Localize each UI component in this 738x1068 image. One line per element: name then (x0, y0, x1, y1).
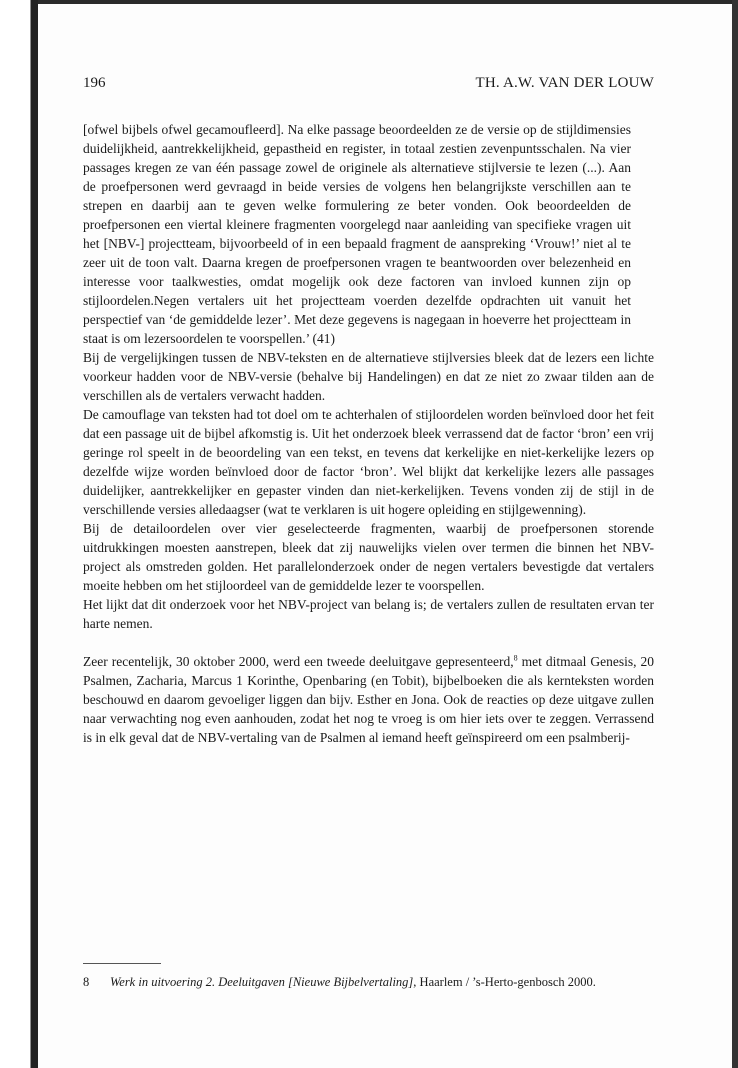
second-edition-text-end: met ditmaal Genesis, 20 Psalmen, Zacharia, Marcus 1 Korinthe, Openbaring (en Tobit), bijbelboeken die als kernteksten worden beschouwd en daarom gevoeliger liggen dan bijv. Esther en Jona. Ook de reacties op deze uitgave zullen naar verwachting nog even aanhouden, zodat het nog te vroeg is om hier iets over te zeggen. Verrassend is in elk geval dat de NBV-vertaling van de Psalmen al iemand heeft geïnspireerd om een psalmberij- (83, 654, 654, 745)
footnote-reference[interactable]: 8 (513, 653, 518, 663)
paragraph-second-edition (83, 652, 654, 747)
block-quote: [ofwel bijbels ofwel gecamoufleerd]. Na elke passage beoordeelden ze de versie op de stijldimensies duidelijkheid, aantrekkelijkheid, gepastheid en register, in totaal zestien zevenpuntsschalen. Na vier passages kregen ze van één passage zowel de originele als alternatieve stijlversie te lezen (...). Aan de proefpersonen werd gevraagd in beide versies de volgens hen belangrijkste verschillen aan te strepen en daarbij aan te geven welke formulering ze beter vonden. Ook beoordeelden de proefpersonen een viertal kleinere fragmenten voorgelegd naar aanleiding van specifieke vragen uit het [NBV-] projectteam, bijvoorbeeld of in een bepaald fragment de aanspreking ‘Vrouw!’ niet al te zeer uit de toon valt. Daarna kregen de proefpersonen vragen te beantwoorden over belezenheid en interesse voor taalkwesties, omdat mogelijk ook deze factoren van invloed kunnen zijn op stijloordelen.Negen vertalers uit het projectteam voerden dezelfde opdrachten uit vanuit het perspectief van ‘de gemiddelde lezer’. Met deze gegevens is nagegaan in hoeverre het projectteam in staat is om lezersoordelen te voorspellen.’ (41) (83, 122, 631, 346)
running-author: TH. A.W. VAN DER LOUW (475, 75, 654, 91)
scan-border-left (0, 0, 38, 1068)
running-head (83, 75, 654, 97)
page-number: 196 (83, 75, 106, 91)
second-edition-text-start: Zeer recentelijk, 30 oktober 2000, werd een tweede deeluitgave gepresenteerd, (83, 654, 514, 669)
footnote (83, 973, 654, 991)
body-text (83, 120, 654, 747)
paragraph-camouflage: De camouflage van teksten had tot doel om te achterhalen of stijloordelen worden beïnvloed door het feit dat een passage uit de bijbel afkomstig is. Uit het onderzoek bleek verrassend dat de factor ‘bron’ een vrij geringe rol speelt in de beoordeling van een tekst, en tevens dat kerkelijke en niet-kerkelijke lezers op dezelfde wijze worden beïnvloed door de factor ‘bron’. Wel blijkt dat kerkelijke lezers alle passages duidelijker, aantrekkelijker en gepaster vinden dan niet-kerkelijken. Tevens vonden zij de stijl in de verschillende versies alledaagser (wat te verklaren is uit hogere opleiding en stijlgewenning). (83, 407, 654, 517)
paragraph-detail-judgements: Bij de detailoordelen over vier geselecteerde fragmenten, waarbij de proefpersonen storende uitdrukkingen moesten aanstrepen, bleek dat zij nauwelijks vielen over termen die binnen het NBV-project als omstreden golden. Het parallelonderzoek onder de negen vertalers bevestigde dat vertalers moeite hebben om het stijloordeel van de gemiddelde lezer te voorspellen. (83, 521, 654, 593)
footnote-rule (83, 963, 161, 964)
scan-border-right (732, 0, 738, 1068)
paragraph-relevance: Het lijkt dat dit onderzoek voor het NBV-project van belang is; de vertalers zullen de resultaten ervan ter harte nemen. (83, 597, 654, 631)
footnote-rest: , Haarlem / ’s-Herto-genbosch 2000. (413, 975, 596, 989)
footnote-text (110, 973, 654, 991)
footnote-number: 8 (83, 975, 90, 989)
footnote-title: Werk in uitvoering 2. Deeluitgaven [Nieuwe Bijbelvertaling] (110, 975, 414, 989)
paragraph-comparison: Bij de vergelijkingen tussen de NBV-teksten en de alternatieve stijlversies bleek dat de lezers een lichte voorkeur hadden voor de NBV-versie (behalve bij Handelingen) en dat ze niet zo zwaar tilden aan de verschillen als de vertalers verwacht hadden. (83, 350, 654, 403)
